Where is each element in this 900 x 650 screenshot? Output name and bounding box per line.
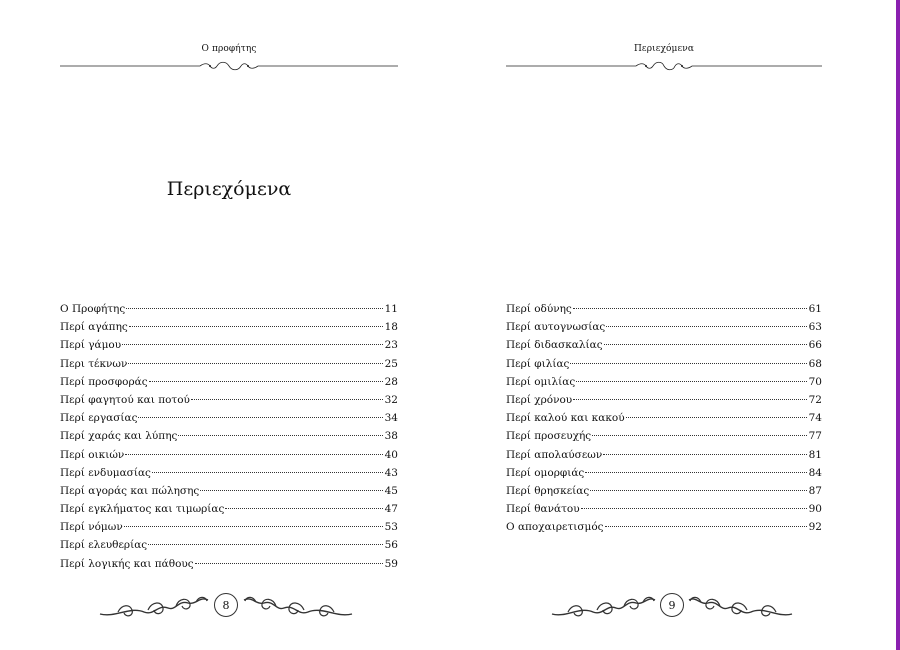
toc-entry[interactable] (60, 500, 398, 518)
toc-entry-label: Περί προσευχής (506, 430, 592, 443)
dot-leader (126, 308, 383, 309)
toc-entry[interactable] (506, 318, 822, 336)
dot-leader (590, 490, 807, 491)
toc-entry-label: Περί χρόνου (506, 393, 573, 406)
toc-entry[interactable] (506, 482, 822, 500)
toc-entry-page: 72 (808, 393, 822, 406)
toc-entry-label: Περί θρησκείας (506, 484, 590, 497)
dot-leader (225, 508, 383, 509)
toc-entry-label: Περί απολαύσεων (506, 448, 603, 461)
toc-entry[interactable] (506, 409, 822, 427)
page-number: 9 (660, 593, 684, 617)
toc-entry-label: Περί εργασίας (60, 412, 138, 425)
dot-leader (576, 381, 807, 382)
toc-entry[interactable] (506, 391, 822, 409)
flourish-divider-icon (60, 59, 398, 73)
toc-entry[interactable] (506, 355, 822, 373)
dot-leader (152, 472, 383, 473)
right-page (506, 0, 822, 650)
window-edge-bar (896, 0, 900, 650)
toc-entry-page: 74 (808, 412, 822, 425)
toc-entry-page: 38 (384, 430, 398, 443)
dot-leader (122, 344, 383, 345)
toc-entry-label: Περι τέκνων (60, 357, 128, 370)
dot-leader (124, 526, 383, 527)
toc-entry-page: 87 (808, 484, 822, 497)
toc-entry[interactable] (506, 500, 822, 518)
toc-entry-page: 68 (808, 357, 822, 370)
toc-entry-page: 45 (384, 484, 398, 497)
toc-entry[interactable] (60, 300, 398, 318)
toc-entry[interactable] (60, 336, 398, 354)
left-page (60, 0, 398, 650)
toc-entry[interactable] (60, 355, 398, 373)
toc-entry[interactable] (506, 464, 822, 482)
toc-entry[interactable] (60, 427, 398, 445)
toc-entry-label: Περί θανάτου (506, 503, 580, 516)
toc-entry-page: 56 (384, 539, 398, 552)
toc-entry-label: Περί ομορφιάς (506, 466, 585, 479)
toc-entry-label: Περί ενδυμασίας (60, 466, 151, 479)
toc-entry[interactable] (60, 536, 398, 554)
toc-entry-page: 34 (384, 412, 398, 425)
toc-entry-label: Περί καλού και κακού (506, 412, 625, 425)
toc-entry-page: 23 (384, 339, 398, 352)
dot-leader (592, 435, 807, 436)
toc-entry-page: 25 (384, 357, 398, 370)
toc-entry[interactable] (60, 555, 398, 573)
toc-entry-page: 66 (808, 339, 822, 352)
toc-entry-label: Περί νόμων (60, 521, 123, 534)
toc-entry[interactable] (60, 482, 398, 500)
toc-entry-label: Περί οδύνης (506, 303, 572, 315)
toc-entry[interactable] (60, 409, 398, 427)
toc-entry-page: 92 (808, 521, 822, 534)
dot-leader (200, 490, 383, 491)
toc-entry-page: 43 (384, 466, 398, 479)
toc-entry-page: 84 (808, 466, 822, 479)
toc-entry[interactable] (506, 336, 822, 354)
toc-entry-label: Περί αγοράς και πώλησης (60, 484, 200, 497)
dot-leader (604, 344, 807, 345)
dot-leader (138, 417, 383, 418)
toc-list-right (506, 300, 822, 536)
toc-entry-label: Περί εγκλήματος και τιμωρίας (60, 503, 225, 516)
toc-entry-page: 11 (384, 303, 398, 315)
toc-entry[interactable] (506, 300, 822, 318)
toc-entry-label: Ο Προφήτης (60, 303, 126, 315)
toc-entry-label: Ο αποχαιρετισμός (506, 521, 604, 534)
toc-entry-label: Περί φαγητού και ποτού (60, 393, 190, 406)
toc-entry-page: 63 (808, 321, 822, 334)
footer-ornament (96, 588, 356, 628)
toc-entry[interactable] (60, 373, 398, 391)
dot-leader (125, 454, 383, 455)
toc-entry-label: Περί γάμου (60, 339, 122, 352)
dot-leader (573, 399, 807, 400)
dot-leader (178, 435, 383, 436)
footer-ornament (548, 588, 796, 628)
toc-entry-page: 47 (384, 503, 398, 516)
page-title: Περιεχόμενα (166, 178, 292, 200)
dot-leader (129, 326, 383, 327)
page-number: 8 (214, 593, 238, 617)
toc-list-left (60, 300, 398, 573)
dot-leader (148, 544, 383, 545)
dot-leader (585, 472, 807, 473)
toc-entry-label: Περί αγάπης (60, 321, 128, 334)
dot-leader (191, 399, 383, 400)
dot-leader (605, 526, 807, 527)
toc-entry-label: Περί χαράς και λύπης (60, 430, 178, 443)
toc-entry[interactable] (506, 446, 822, 464)
toc-entry-label: Περί φιλίας (506, 357, 570, 370)
toc-entry-page: 61 (808, 303, 822, 315)
toc-entry[interactable] (60, 446, 398, 464)
toc-entry-page: 53 (384, 521, 398, 534)
toc-entry[interactable] (60, 518, 398, 536)
toc-entry-page: 18 (384, 321, 398, 334)
running-head: Ο προφήτης (201, 44, 257, 54)
dot-leader (626, 417, 807, 418)
dot-leader (581, 508, 807, 509)
toc-entry[interactable] (506, 518, 822, 536)
toc-entry-label: Περί ελευθερίας (60, 539, 148, 552)
toc-entry[interactable] (60, 464, 398, 482)
flourish-divider-icon (506, 59, 822, 73)
running-head: Περιεχόμενα (633, 44, 695, 54)
toc-entry-label: Περί οικιών (60, 448, 125, 461)
dot-leader (606, 326, 807, 327)
toc-entry-page: 32 (384, 393, 398, 406)
toc-entry[interactable] (506, 427, 822, 445)
toc-entry-label: Περί λογικής και πάθους (60, 557, 194, 570)
toc-entry-page: 70 (808, 375, 822, 388)
dot-leader (149, 381, 383, 382)
toc-entry-label: Περί διδασκαλίας (506, 339, 603, 352)
toc-entry-page: 77 (808, 430, 822, 443)
dot-leader (128, 363, 383, 364)
toc-entry-page: 28 (384, 375, 398, 388)
toc-entry[interactable] (506, 373, 822, 391)
toc-entry-label: Περί ομιλίας (506, 375, 576, 388)
toc-entry-page: 90 (808, 503, 822, 516)
dot-leader (603, 454, 807, 455)
toc-entry-label: Περί αυτογνωσίας (506, 321, 606, 334)
toc-entry-page: 40 (384, 448, 398, 461)
toc-entry-label: Περί προσφοράς (60, 375, 148, 388)
dot-leader (573, 308, 807, 309)
toc-entry-page: 59 (384, 557, 398, 570)
toc-entry[interactable] (60, 391, 398, 409)
dot-leader (195, 563, 383, 564)
toc-entry-page: 81 (808, 448, 822, 461)
dot-leader (570, 363, 807, 364)
toc-entry[interactable] (60, 318, 398, 336)
